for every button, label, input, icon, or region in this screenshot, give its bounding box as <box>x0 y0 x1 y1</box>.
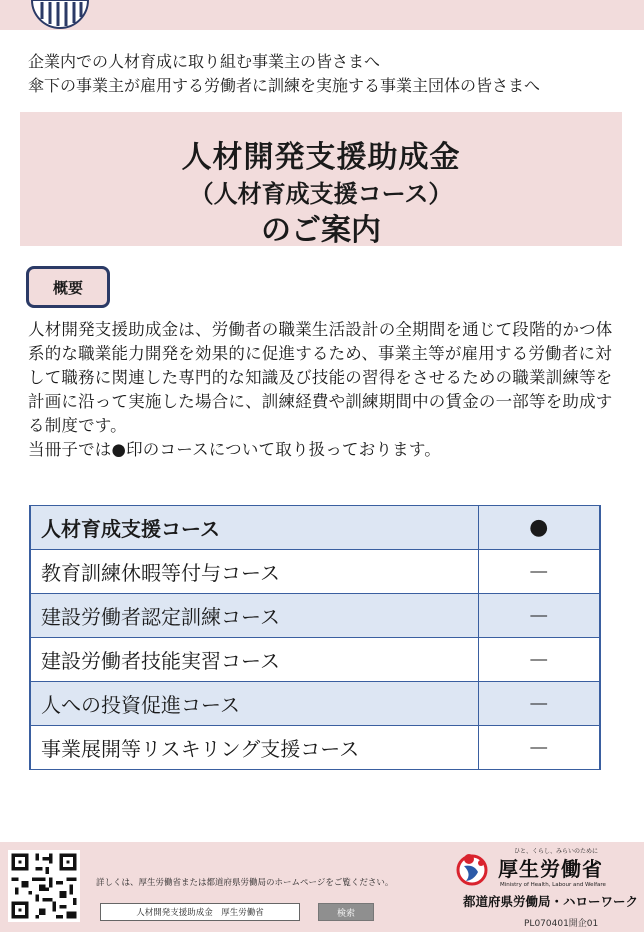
document-code: PL070401開企01 <box>524 919 599 929</box>
ministry-english-name: Ministry of Health, Labour and Welfare <box>500 882 606 888</box>
target-line-2: 傘下の事業主が雇用する労働者に訓練を実施する事業主団体の皆さまへ <box>28 76 541 95</box>
footer <box>0 842 644 932</box>
course-mark: ● <box>478 506 600 550</box>
ministry-tagline: ひと、くらし、みらいのために <box>514 848 599 855</box>
target-audience <box>28 50 628 98</box>
ministry-offices: 都道府県労働局・ハローワーク <box>463 894 639 909</box>
course-name: 建設労働者認定訓練コース <box>30 594 478 638</box>
table-row <box>30 682 600 726</box>
overview-text <box>28 318 620 462</box>
title-banner <box>20 112 622 246</box>
overview-paragraph: 人材開発支援助成金は、労働者の職業生活設計の全期間を通じて段階的かつ体系的な職業能力開発を効果的に促進するため、事業主等が雇用する労働者に対して職務に関連した専門的な知識及び技能の習得をさせるための職業訓練等を計画に沿って実施した場合に、訓練経費や訓練期間中の賃金の一部等を助成する制度です。 <box>28 320 613 435</box>
course-name: 建設労働者技能実習コース <box>30 638 478 682</box>
course-name: 教育訓練休暇等付与コース <box>30 550 478 594</box>
footer-note: 詳しくは、厚生労働省または都道府県労働局のホームページをご覧ください。 <box>96 878 394 888</box>
search-input[interactable]: 人材開発支援助成金 厚生労働省 <box>100 903 300 921</box>
target-line-1: 企業内での人材育成に取り組む事業主の皆さまへ <box>28 52 381 71</box>
search-button[interactable]: 検索 <box>318 903 374 921</box>
course-mark: － <box>478 550 600 594</box>
course-name: 人材育成支援コース <box>30 506 478 550</box>
main-title: 人材開発支援助成金 <box>181 140 461 175</box>
table-row <box>30 594 600 638</box>
table-row <box>30 550 600 594</box>
course-mark: － <box>478 638 600 682</box>
table-row <box>30 506 600 550</box>
course-name: 人への投資促進コース <box>30 682 478 726</box>
course-mark: － <box>478 594 600 638</box>
sub-title: （人材育成支援コース） <box>189 180 453 208</box>
ministry-logo-icon <box>456 850 490 888</box>
title-suffix: のご案内 <box>261 213 381 248</box>
course-table <box>29 505 601 770</box>
overview-note: 当冊子では●印のコースについて取り扱っております。 <box>28 440 441 459</box>
course-name: 事業展開等リスキリング支援コース <box>30 726 478 770</box>
table-row <box>30 638 600 682</box>
table-row <box>30 726 600 770</box>
overview-badge: 概要 <box>26 266 110 308</box>
emblem-icon <box>30 0 90 30</box>
course-mark: － <box>478 726 600 770</box>
ministry-name: 厚生労働省 <box>498 857 603 881</box>
top-band <box>0 0 644 30</box>
course-mark: － <box>478 682 600 726</box>
qr-code-icon[interactable] <box>8 850 80 922</box>
